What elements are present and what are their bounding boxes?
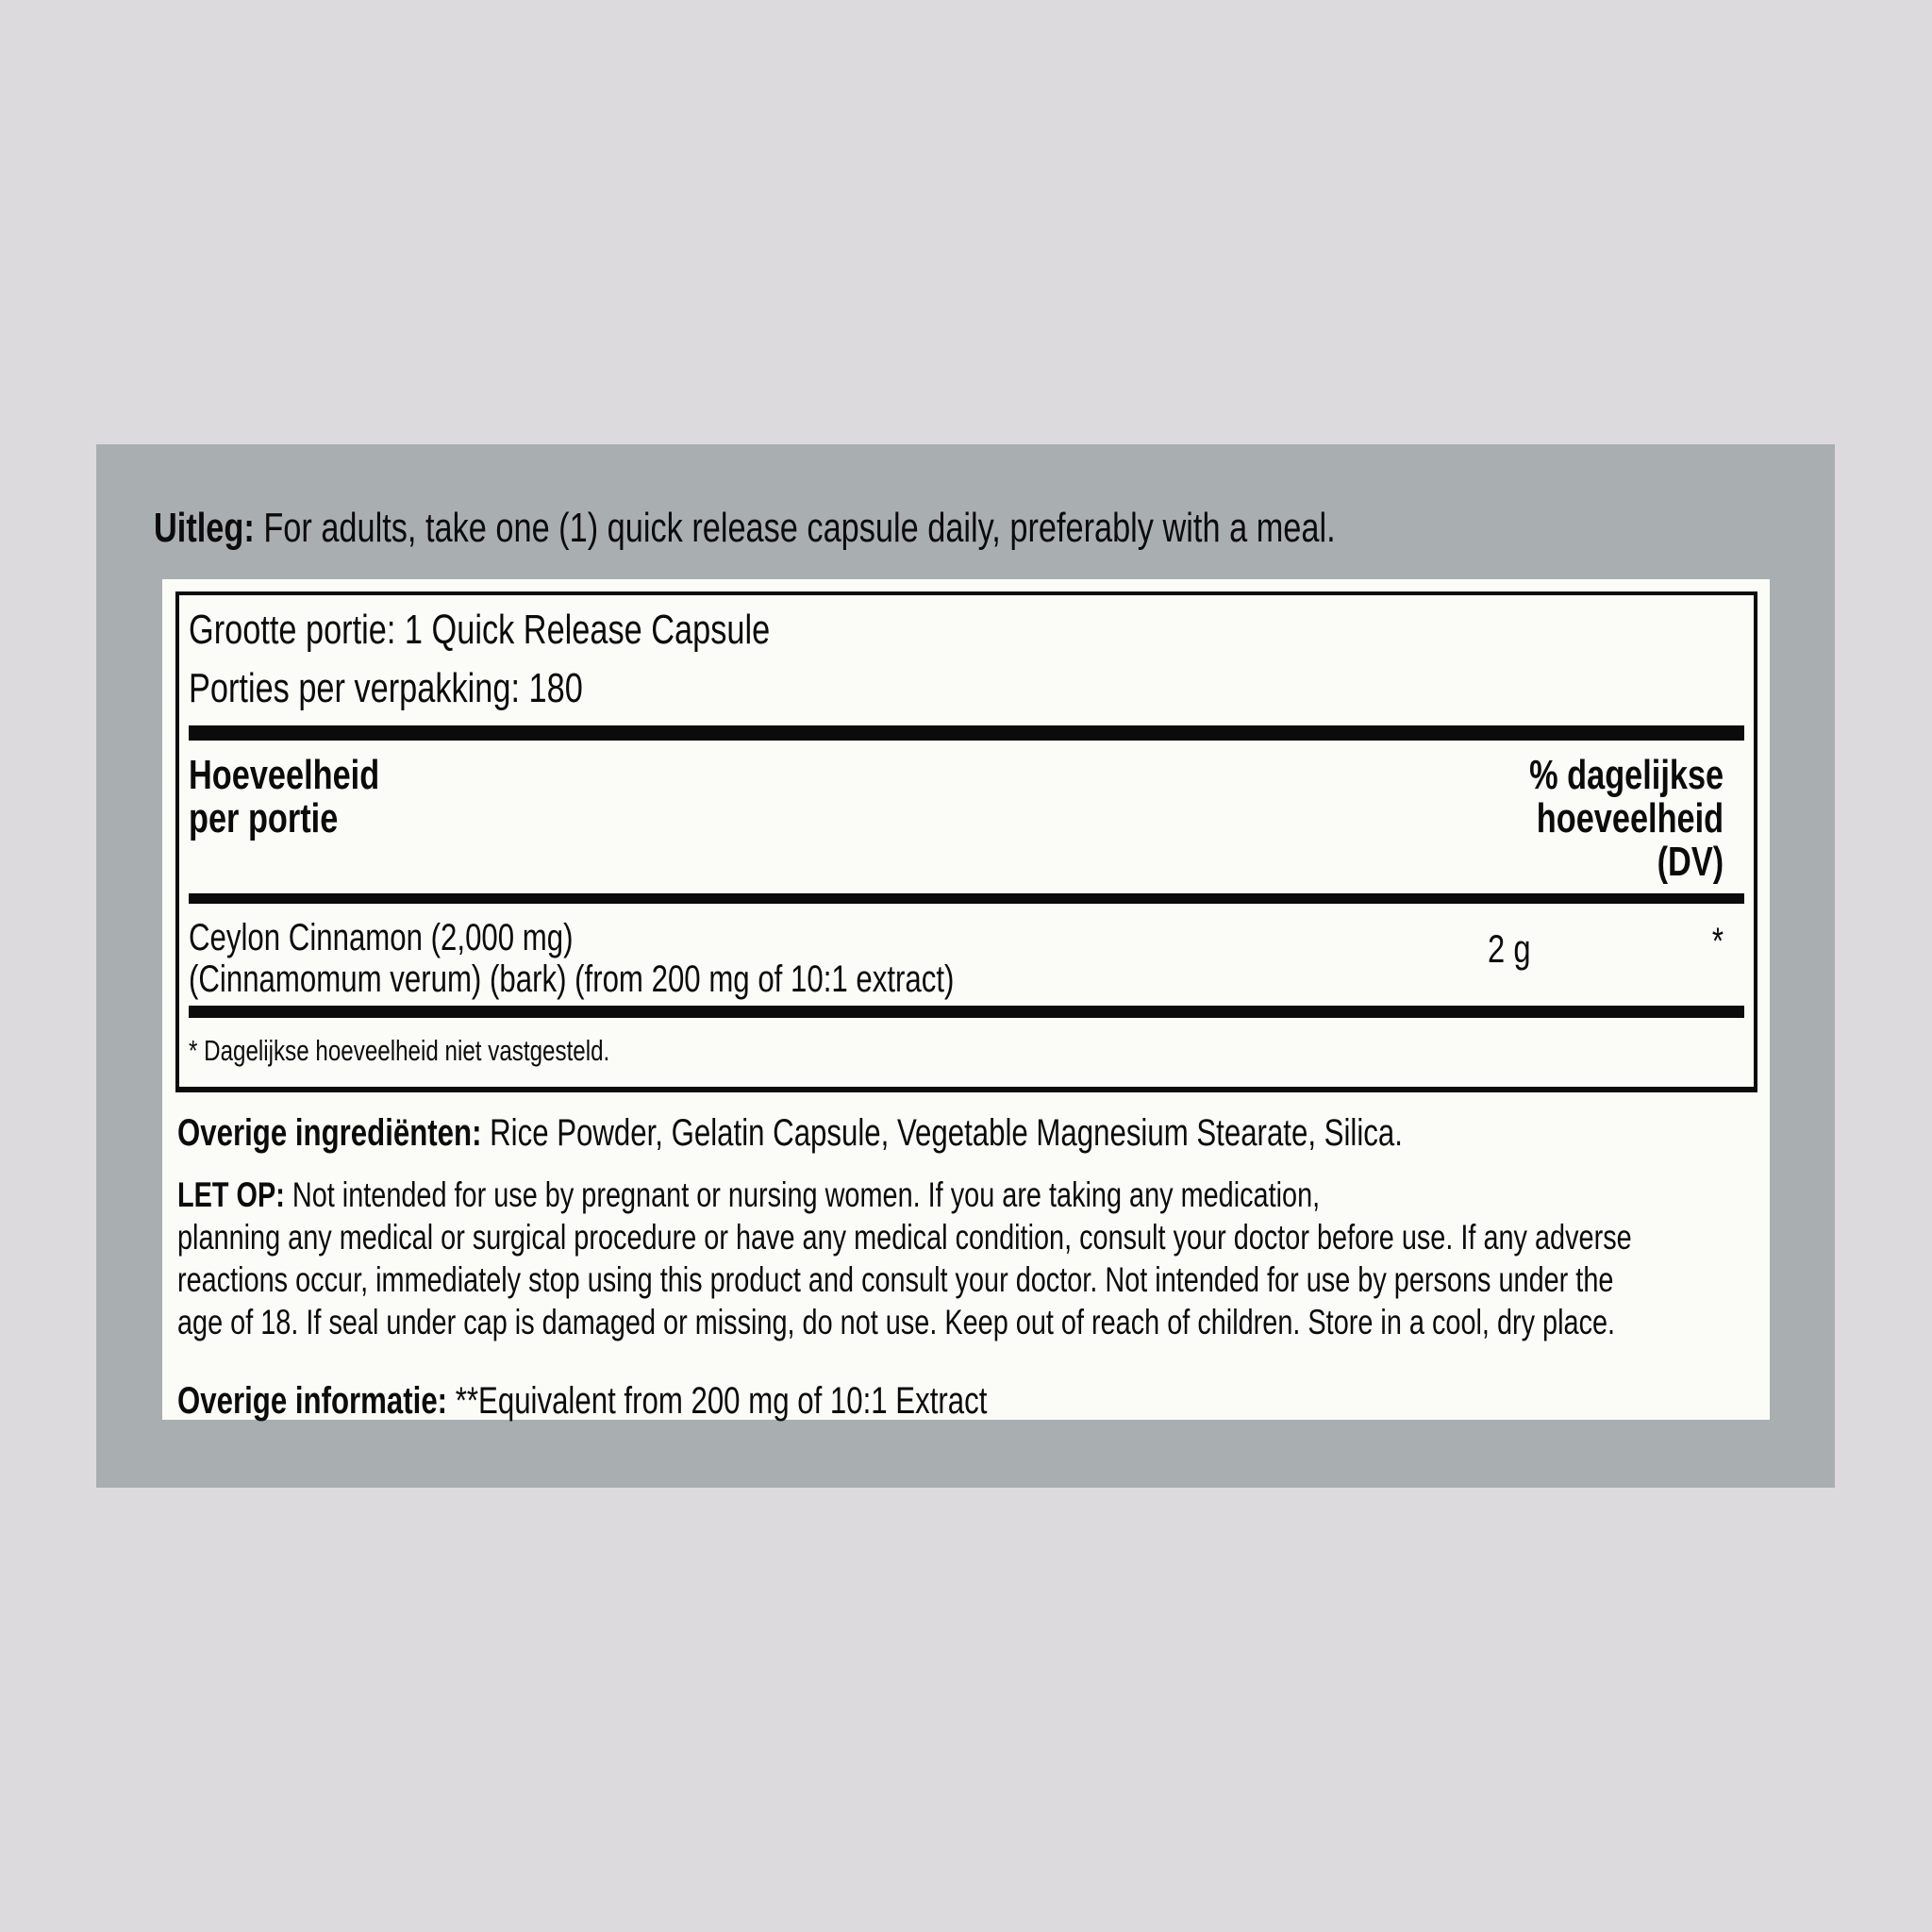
other-ingredients-label: Overige ingrediënten: xyxy=(177,1112,482,1154)
amount-per-serving-header xyxy=(189,754,433,841)
directions-label: Uitleg: xyxy=(154,505,255,551)
divider-bar-bottom xyxy=(189,1006,1744,1018)
ingredient-name xyxy=(189,917,1431,1000)
directions-line xyxy=(154,503,1336,554)
ingredient-name-line1: Ceylon Cinnamon (2,000 mg) xyxy=(189,917,574,958)
label-sheet xyxy=(162,579,1770,1420)
ingredient-dv-value: * xyxy=(1711,921,1724,962)
warning-line2: planning any medical or surgical procedure or have any medical condition, consult your doctor before use. If any adverse xyxy=(177,1218,1632,1257)
warning-label: LET OP: xyxy=(177,1175,285,1214)
daily-value-header xyxy=(1474,754,1744,884)
warning-paragraph xyxy=(177,1174,1932,1343)
ingredient-amount-value: 2 g xyxy=(1488,926,1531,971)
supplement-facts-box xyxy=(175,591,1757,1092)
directions-text: For adults, take one (1) quick release capsule daily, preferably with a meal. xyxy=(263,505,1336,551)
divider-bar-top xyxy=(189,725,1744,741)
other-info-line xyxy=(177,1377,987,1424)
warning-line1 xyxy=(177,1174,1632,1216)
dv-footnote: * Dagelijkse hoeveelheid niet vastgesteld. xyxy=(189,1034,610,1067)
ingredient-amount xyxy=(1431,917,1657,970)
warning-line3: reactions occur, immediately stop using this product and consult your doctor. Not intended for use by persons under the xyxy=(177,1260,1614,1299)
amount-header-line2: per portie xyxy=(189,795,339,841)
other-ingredients-line xyxy=(177,1109,1403,1157)
divider-bar-middle xyxy=(189,893,1744,904)
ingredient-dv xyxy=(1657,917,1744,962)
dv-header-line3: (DV) xyxy=(1657,839,1724,885)
other-ingredients-text: Rice Powder, Gelatin Capsule, Vegetable Magnesium Stearate, Silica. xyxy=(490,1112,1403,1154)
other-info-label: Overige informatie: xyxy=(177,1380,448,1422)
warning-line1-text: Not intended for use by pregnant or nursing women. If you are taking any medication, xyxy=(291,1175,1321,1214)
amount-header-line1: Hoeveelheid xyxy=(189,752,380,798)
dv-header-line2: hoeveelheid xyxy=(1536,795,1724,841)
other-info-text: **Equivalent from 200 mg of 10:1 Extract xyxy=(455,1380,988,1422)
label-panel xyxy=(96,444,1835,1488)
ingredient-row xyxy=(189,917,1744,1000)
serving-size: Grootte portie: 1 Quick Release Capsule xyxy=(189,607,771,653)
facts-header-row xyxy=(189,754,1744,884)
warning-line4: age of 18. If seal under cap is damaged or missing, do not use. Keep out of reach of children. Store in a cool, dry place. xyxy=(177,1303,1616,1341)
ingredient-name-line2: (Cinnamomum verum) (bark) (from 200 mg of 10:1 extract) xyxy=(189,958,955,1000)
servings-per-container: Porties per verpakking: 180 xyxy=(189,665,583,711)
dv-header-line1: % dagelijkse xyxy=(1528,752,1724,798)
